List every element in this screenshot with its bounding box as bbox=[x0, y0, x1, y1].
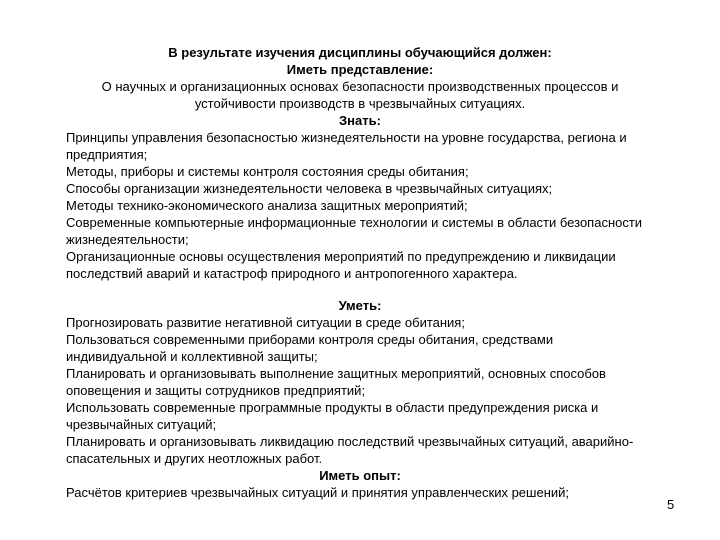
experience-line: Расчётов критериев чрезвычайных ситуаций и принятия управленческих решений; bbox=[66, 485, 570, 500]
know-heading: Знать: bbox=[339, 113, 381, 128]
representation-heading: Иметь представление: bbox=[286, 62, 434, 77]
skills-line: чрезвычайных ситуаций; bbox=[66, 417, 217, 432]
skills-line: Планировать и организовывать ликвидацию последствий чрезвычайных ситуаций, аварийно- bbox=[66, 434, 634, 449]
know-line: Способы организации жизнедеятельности человека в чрезвычайных ситуациях; bbox=[66, 181, 553, 196]
know-line: предприятия; bbox=[66, 147, 148, 162]
know-line: Организационные основы осуществления мероприятий по предупреждению и ликвидации bbox=[66, 249, 616, 264]
know-line: жизнедеятельности; bbox=[66, 232, 189, 247]
skills-line: оповещения и защиты сотрудников предприятий; bbox=[66, 383, 366, 398]
representation-text-line: О научных и организационных основах безопасности производственных процессов и bbox=[101, 79, 619, 94]
know-line: Принципы управления безопасностью жизнедеятельности на уровне государства, региона и bbox=[66, 130, 627, 145]
know-line: Методы, приборы и системы контроля состояния среды обитания; bbox=[66, 164, 469, 179]
skills-line: спасательных и других неотложных работ. bbox=[66, 451, 323, 466]
skills-line: индивидуальной и коллективной защиты; bbox=[66, 349, 318, 364]
intro-title: В результате изучения дисциплины обучающийся должен: bbox=[168, 45, 552, 60]
experience-heading: Иметь опыт: bbox=[319, 468, 401, 483]
page-number: 5 bbox=[667, 497, 675, 512]
skills-heading: Уметь: bbox=[338, 298, 382, 313]
know-line: Методы технико-экономического анализа защитных мероприятий; bbox=[66, 198, 468, 213]
skills-line: Использовать современные программные продукты в области предупреждения риска и bbox=[66, 400, 599, 415]
skills-line: Прогнозировать развитие негативной ситуации в среде обитания; bbox=[66, 315, 465, 330]
representation-text-line: устойчивости производств в чрезвычайных ситуациях. bbox=[194, 96, 526, 111]
know-line: Современные компьютерные информационные технологии и системы в области безопасности bbox=[66, 215, 643, 230]
know-line: последствий аварий и катастроф природного и антропогенного характера. bbox=[66, 266, 518, 281]
skills-line: Планировать и организовывать выполнение защитных мероприятий, основных способов bbox=[66, 366, 606, 381]
skills-line: Пользоваться современными приборами контроля среды обитания, средствами bbox=[66, 332, 554, 347]
